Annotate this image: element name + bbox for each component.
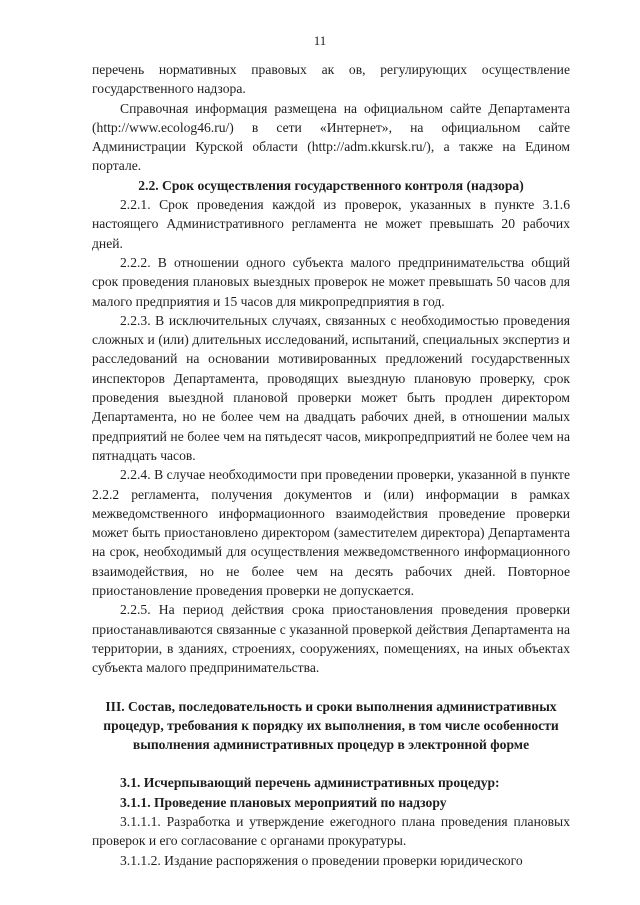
heading-3-1: 3.1. Исчерпывающий перечень административных процедур: <box>120 775 500 791</box>
paragraph-2-2-1: 2.2.1. Срок проведения каждой из проверок, указанных в пункте 3.1.6 настоящего Административного регламента не может превышать 20 рабочих дней. <box>92 197 570 251</box>
section-heading-2-2: 2.2. Срок осуществления государственного контроля (надзора) <box>138 177 524 193</box>
spacer <box>92 678 570 697</box>
paragraph-2-2-3: 2.2.3. В исключительных случаях, связанных с необходимостью проведения сложных и (или) длительных исследований, испытаний, специальных экспертиз и расследований на основании мотивированных предложений государственных инспекторов Департамента, проводящих выездную плановую проверку, срок проведения выездной плановой проверки может быть продлен директором Департамента, но не более чем на двадцать рабочих дней, в отношении малых предприятий не более чем на пятьдесят часов, микропредприятий не более чем на пятнадцать часов. <box>92 312 570 463</box>
page-number: 11 <box>313 33 327 48</box>
paragraph-3-1-1-2: 3.1.1.2. Издание распоряжения о проведении проверки юридического <box>120 852 523 868</box>
paragraph-2-2-2: 2.2.2. В отношении одного субъекта малого предпринимательства общий срок проведения плановых выездных проверок не может превышать 50 часов для малого предприятия и 15 часов для микропредприятия в год. <box>92 254 570 309</box>
spacer <box>92 754 570 773</box>
paragraph-2-2-5: 2.2.5. На период действия срока приостановления проведения проверки приостанавливаются связанные с указанной проверкой действия Департамента на территории, в зданиях, строениях, сооружениях, помещениях, на иных объектах субъекта малого предпринимательства. <box>92 602 570 676</box>
heading-3-1-1: 3.1.1. Проведение плановых мероприятий по надзору <box>120 794 447 810</box>
paragraph-2-2-4: 2.2.4. В случае необходимости при проведении проверки, указанной в пункте 2.2.2 регламента, получения документов и (или) информации в рамках межведомственного информационного взаимодействия проведение проверки может быть приостановлено директором (заместителем директора) Департамента на срок, необходимый для осуществления межведомственного информационного взаимодействия, но не более чем на десять рабочих дней. Повторное приостановление проведения проверки не допускается. <box>92 467 570 599</box>
paragraph-3-1-1-1: 3.1.1.1. Разработка и утверждение ежегодного плана проведения плановых проверок и его согласование с органами прокуратуры. <box>92 813 570 849</box>
paragraph-normative-acts: перечень нормативных правовых ак ов, регулирующих осуществление государственного надзора. <box>92 62 570 97</box>
document-body <box>92 60 570 870</box>
paragraph-reference-info: Справочная информация размещена на официальном сайте Департамента (http://www.ecolog46.ru/) в сети «Интернет», на официальном сайте Администрации Курской области (http://adm.кkursk.ru/), а также на Едином портале. <box>92 100 570 174</box>
chapter-heading-3: III. Состав, последовательность и сроки выполнения административных процедур, требования к порядку их выполнения, в том числе особенности выполнения административных процедур в электронной форме <box>103 698 559 753</box>
